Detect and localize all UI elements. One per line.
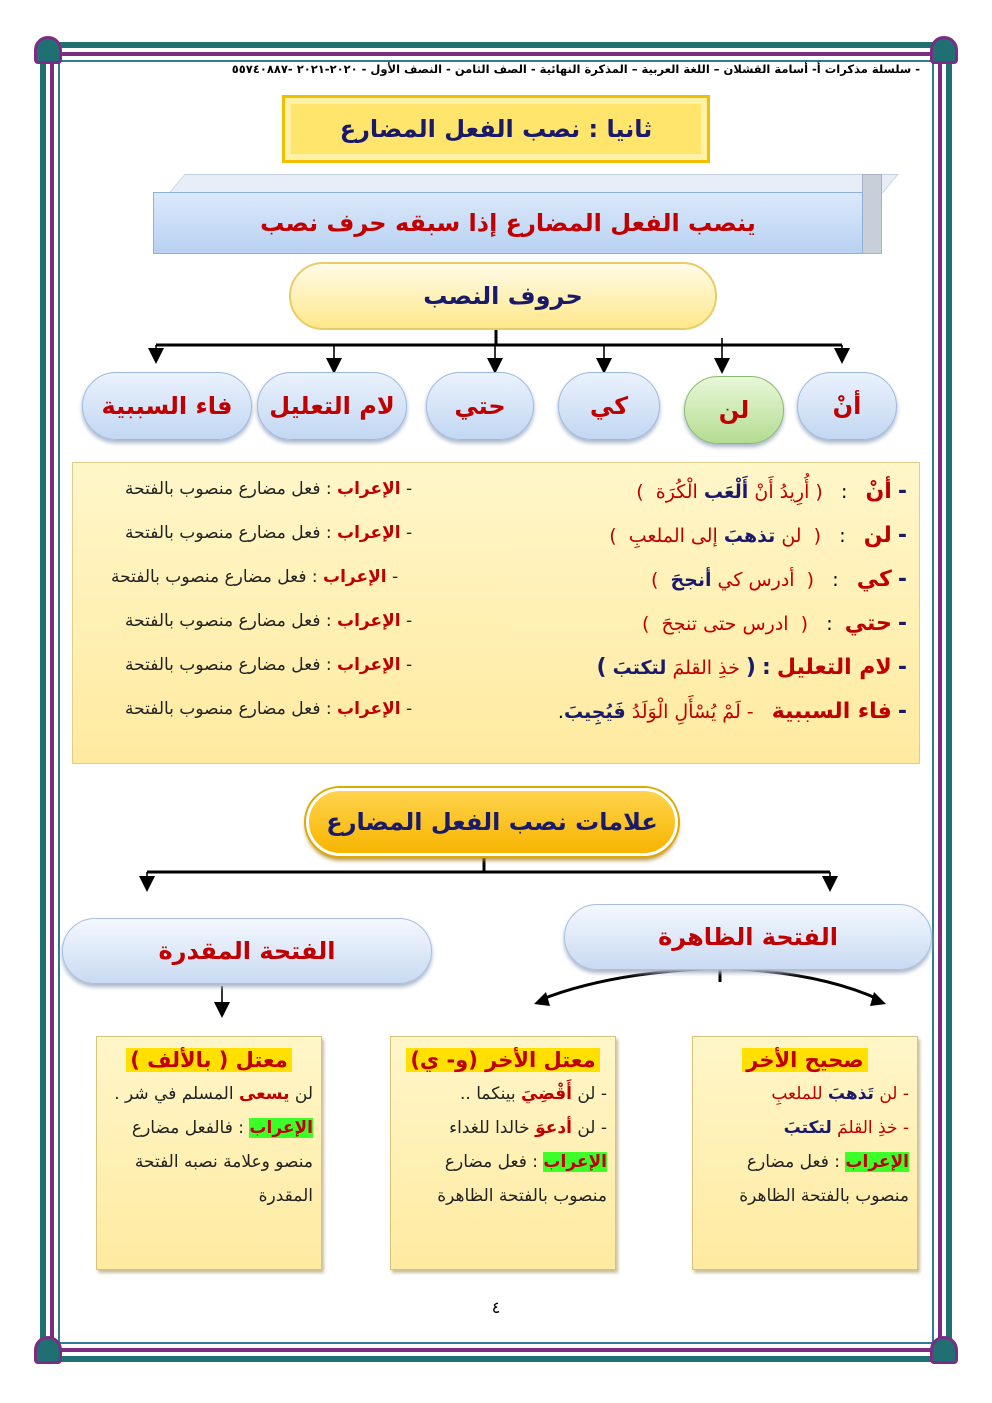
card-sahih-akhir: صحيح الأخر - لن تَذهبَ للملعبِ - خذِ القلمَ لتكتبَ الإعراب : فعل مضارع منصوب بالفتحة الظاهرة: [692, 1036, 918, 1270]
fatha-muqaddara-heading: الفتحة المقدرة: [62, 918, 432, 984]
huroof-nasb-heading: حروف النصب: [289, 262, 717, 330]
particle-hatta: حتي: [426, 372, 534, 440]
particle-an: أنْ: [797, 372, 897, 440]
card-mutal-alif: معتل ( بالألف ) لن يسعى المسلم في شر . الإعراب : فالفعل مضارع منصو وعلامة نصبه الفتحة المقدرة: [96, 1036, 322, 1270]
section-title: ثانيا : نصب الفعل المضارع: [282, 95, 710, 163]
example-row-an: - أنْ : ( أُرِيدُ أَنْ أَلْعَب الْكُرَة ) - الإعراب : فعل مضارع منصوب بالفتحة: [125, 479, 907, 504]
alamat-nasb-heading: علامات نصب الفعل المضارع: [306, 788, 678, 856]
particle-lam-taleel: لام التعليل: [257, 372, 407, 440]
particle-lan: لن: [684, 376, 784, 444]
fatha-zahira-heading: الفتحة الظاهرة: [564, 904, 932, 970]
example-row-kay: - كي : ( أدرس كي أنجحَ ) - الإعراب : فعل مضارع منصوب بالفتحة: [111, 567, 907, 592]
page-number: ٤: [491, 1298, 501, 1317]
rule-statement: ينصب الفعل المضارع إذا سبقه حرف نصب: [153, 192, 863, 254]
example-row-hatta: - حتي : ( ادرس حتى تنجحَ ) - الإعراب : فعل مضارع منصوب بالفتحة: [125, 611, 907, 636]
series-header: - سلسلة مذكرات أ- أسامة القشلان – اللغة العربية – المذكرة النهائية - الصف الثامن - النصف الأول - ٢٠٢٠-٢٠٢١ -٥٥٧٤٠٨٨٧: [231, 62, 920, 76]
particle-fa-sababiya: فاء السببية: [82, 372, 252, 440]
examples-panel: [72, 462, 920, 764]
card-mutal-akhir: معتل الأخر (و- ي) - لن أَقْضِيَ بينكما .. - لن أدعوَ خالدا للغداء الإعراب : فعل مضارع منصوب بالفتحة الظاهرة: [390, 1036, 616, 1270]
example-row-lan: - لن : ( لن تذهبَ إلى الملعبِ ) - الإعراب : فعل مضارع منصوب بالفتحة: [125, 523, 907, 548]
particle-kay: كي: [558, 372, 660, 440]
example-row-lam-taleel: - لام التعليل : ( خذِ القلمَ لتكتبَ ) - الإعراب : فعل مضارع منصوب بالفتحة: [125, 655, 907, 680]
example-row-fa-sababiya: - فاء السببية - لَمْ يُسْأَلِ الْوَلَدُ فَيُجِيبَ. - الإعراب : فعل مضارع منصوب بالفتحة: [125, 699, 907, 724]
